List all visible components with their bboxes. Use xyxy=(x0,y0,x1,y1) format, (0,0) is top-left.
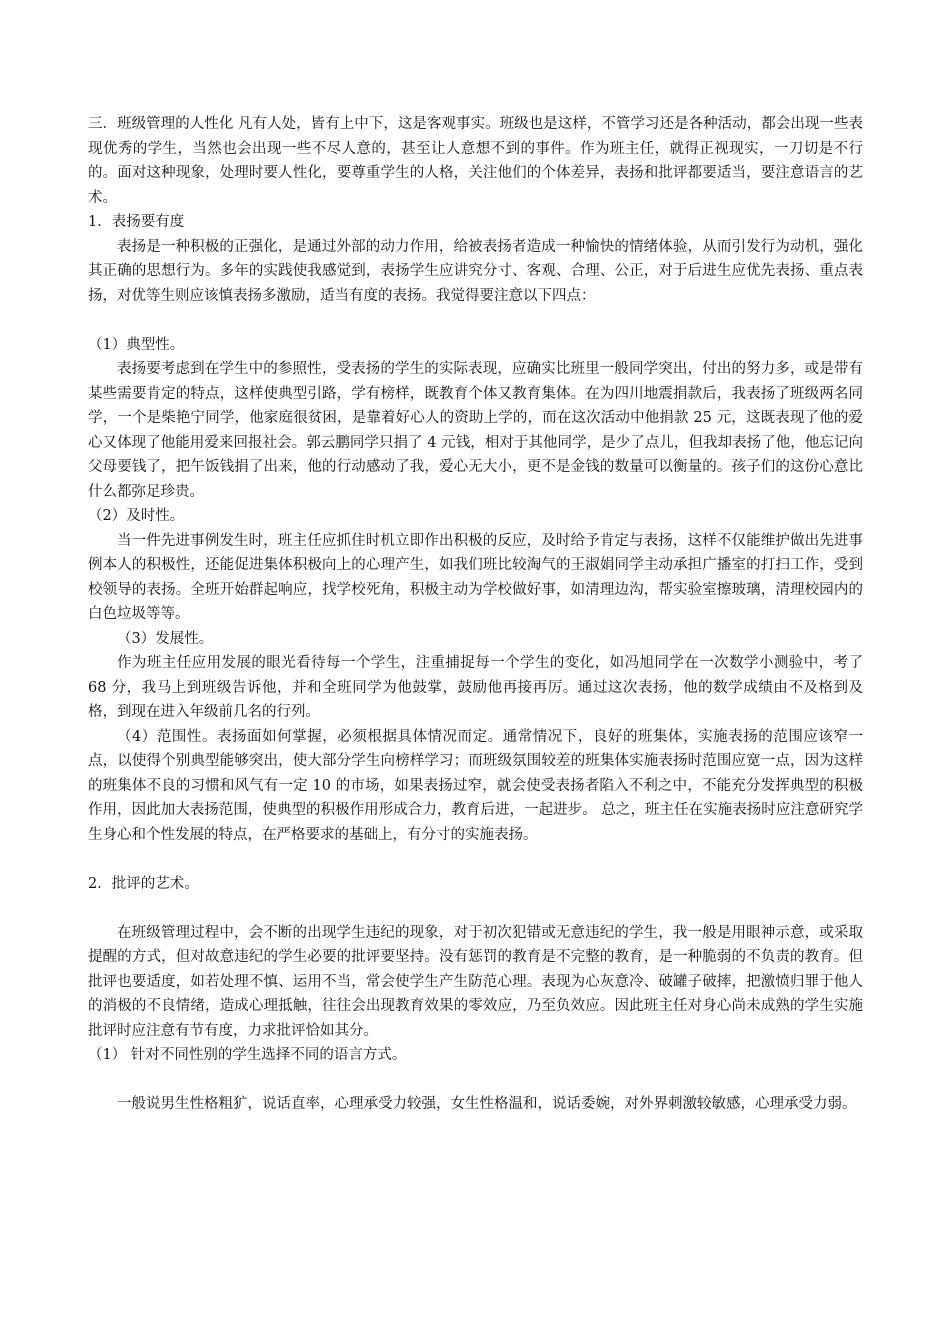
subheading-typicality: （1）典型性。 xyxy=(88,336,185,353)
subheading-development: （3）发展性。 xyxy=(117,630,214,647)
document-page xyxy=(88,112,863,1117)
spacer xyxy=(88,896,863,921)
subheading-timeliness: （2）及时性。 xyxy=(88,508,185,524)
heading-criticism: 2．批评的艺术。 xyxy=(88,875,199,892)
gender-paragraph: 一般说男生性格粗犷，说话直率，心理承受力较强，女生性格温和，说话委婉，对外界刺激较敏感，心理承受力弱。 xyxy=(117,1096,857,1112)
criticism-intro-paragraph: 在班级管理过程中，会不断的出现学生违纪的现象，对于初次犯错或无意违纪的学生，我一般是用眼神示意，或采取提醒的方式，但对故意违纪的学生必要的批评要坚持。没有惩罚的教育是不完整的教育，是一种脆弱的不负责的教育。但批评也要适度，如若处理不慎、运用不当，常会使学生产生防范心理。表现为心灰意冷、破罐子破摔，把激愤归罪于他人的消极的不良情绪，造成心理抵触，往往会出现教育效果的零效应，乃至负效应。因此班主任对身心尚未成熟的学生实施批评时应注意有节有度，力求批评恰如其分。 xyxy=(88,924,863,1039)
scope-paragraph: （4）范围性。表扬面如何掌握，必须根据具体情况而定。通常情况下，良好的班集体，实施表扬的范围应该窄一点，以使得个别典型能够突出，使大部分学生向榜样学习；而班级氛围较差的班集体实施表扬时范围应宽一点，因为这样的班集体不良的习惯和风气有一定 10 的市场，如果表扬过窄，就会使受表扬者陷入不利之中，不能充分发挥典型的积极作用，因此加大表扬范围，使典型的积极作用形成合力，教育后进，一起进步。 总之，班主任在实施表扬时应注意研究学生身心和个性发展的特点，在严格要求的基础上，有分寸的实施表扬。 xyxy=(88,728,863,843)
spacer xyxy=(88,308,863,333)
heading-praise: 1．表扬要有度 xyxy=(88,214,185,230)
section-intro-paragraph: 三．班级管理的人性化 凡有人处，皆有上中下，这是客观事实。班级也是这样，不管学习还是各种活动，都会出现一些表现优秀的学生，当然也会出现一些不尽人意的，甚至让人意想不到的事件。作为班主任，就得正视现实，一刀切是不行的。面对这种现象，处理时要人性化，要尊重学生的人格，关注他们的个体差异，表扬和批评都要适当，要注意语言的艺术。 xyxy=(88,116,863,206)
praise-intro-paragraph: 表扬是一种积极的正强化，是通过外部的动力作用，给被表扬者造成一种愉快的情绪体验，从而引发行为动机，强化其正确的思想行为。多年的实践使我感觉到，表扬学生应讲究分寸、客观、合理、公正，对于后进生应优先表扬、重点表扬，对优等生则应该慎表扬多激励，适当有度的表扬。我觉得要注意以下四点： xyxy=(88,238,863,304)
development-paragraph: 作为班主任应用发展的眼光看待每一个学生，注重捕捉每一个学生的变化，如冯旭同学在一次数学小测验中，考了 68 分，我马上到班级告诉他，并和全班同学为他鼓掌，鼓励他再接再厉。通过这次表扬，他的数学成绩由不及格到及格，到现在进入年级前几名的行列。 xyxy=(88,655,863,720)
subheading-gender: （1） 针对不同性别的学生选择不同的语言方式。 xyxy=(88,1047,407,1063)
timeliness-paragraph: 当一件先进事例发生时，班主任应抓住时机立即作出积极的反应，及时给予肯定与表扬，这样不仅能维护做出先进事例本人的积极性，还能促进集体积极向上的心理产生，如我们班比较淘气的王淑娟同学主动承担广播室的打扫工作，受到校领导的表扬。全班开始群起响应，找学校死角，积极主动为学校做好事，如清理边沟，帮实验室擦玻璃，清理校园内的白色垃圾等等。 xyxy=(88,532,863,622)
spacer xyxy=(88,1068,863,1093)
spacer xyxy=(88,847,863,872)
typicality-paragraph: 表扬要考虑到在学生中的参照性，受表扬的学生的实际表现，应确实比班里一般同学突出，付出的努力多，或是带有某些需要肯定的特点，这样使典型引路，学有榜样，既教育个体又教育集体。在为四川地震捐款后，我表扬了班级两名同学，一个是柴艳宁同学，他家庭很贫困，是靠着好心人的资助上学的，而在这次活动中他捐款 25 元，这既表现了他的爱心又体现了他能用爱来回报社会。郭云鹏同学只捐了 4 元钱，相对于其他同学，是少了点儿，但我却表扬了他，他忘记向父母要钱了，把午饭钱捐了出来，他的行动感动了我，爱心无大小，更不是金钱的数量可以衡量的。孩子们的这份心意比什么都弥足珍贵。 xyxy=(88,361,863,500)
